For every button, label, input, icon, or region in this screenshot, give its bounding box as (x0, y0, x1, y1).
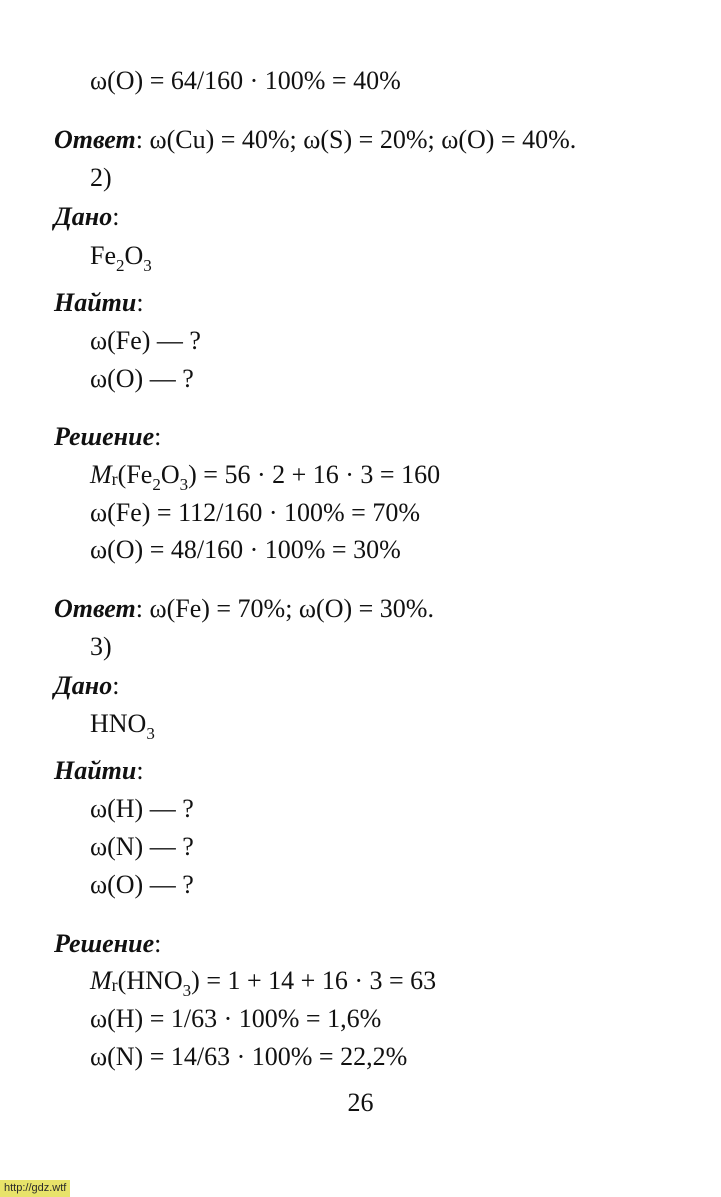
find-text: ω(Fe) — ? (90, 326, 201, 355)
find-text: ω(N) — ? (90, 832, 194, 861)
task-number (90, 163, 112, 193)
colon: : (112, 671, 120, 700)
formula-part: HNO (90, 709, 147, 738)
formula-subscript: 3 (182, 981, 192, 1000)
colon: : (136, 288, 144, 317)
answer-label: Ответ (54, 125, 136, 154)
formula-part: (HNO (117, 966, 183, 995)
formula-part: ) = 1 + 14 + 16 · 3 = 63 (191, 966, 437, 995)
find-text: ω(O) — ? (90, 870, 194, 899)
formula-subscript: 3 (179, 475, 189, 494)
given-label: Дано (54, 671, 113, 700)
find-text: ω(O) — ? (90, 364, 194, 393)
colon: : (154, 929, 162, 958)
formula-part: Fe (90, 241, 116, 270)
answer-text: : ω(Fe) = 70%; ω(O) = 30%. (135, 594, 434, 623)
find-item (90, 326, 201, 356)
page-number: 26 (347, 1088, 374, 1117)
answer-label: Ответ (54, 594, 136, 623)
formula-subscript: 3 (143, 256, 152, 275)
find-item (90, 832, 194, 862)
find-label: Найти (54, 288, 137, 317)
solution-label: Решение (54, 422, 155, 451)
formula-part: ) = 56 · 2 + 16 · 3 = 160 (188, 460, 441, 489)
answer-line (54, 125, 576, 155)
molar-mass-symbol: M (90, 460, 112, 489)
molar-mass-index: r (111, 975, 118, 995)
answer-text: : ω(Cu) = 40%; ω(S) = 20%; ω(O) = 40%. (135, 125, 577, 154)
find-heading (54, 288, 144, 318)
formula-part: O (124, 241, 144, 270)
given-formula (90, 241, 152, 275)
formula-subscript: 2 (152, 475, 161, 494)
find-item (90, 870, 194, 900)
colon: : (136, 756, 144, 785)
formula-part: (Fe (117, 460, 153, 489)
solution-text: ω(H) = 1/63 · 100% = 1,6% (90, 1004, 382, 1033)
molar-mass-symbol: M (90, 966, 112, 995)
solution-heading (54, 929, 161, 959)
solution-text: ω(O) = 48/160 · 100% = 30% (90, 535, 401, 564)
solution-line (90, 535, 401, 565)
solution-line (90, 1042, 407, 1072)
given-heading (54, 202, 119, 232)
colon: : (154, 422, 162, 451)
given-heading (54, 671, 119, 701)
colon: : (112, 202, 120, 231)
task-number-text: 2) (90, 163, 112, 192)
formula-part: O (160, 460, 180, 489)
formula-text: ω(O) = 64/160 · 100% = 40% (90, 66, 401, 95)
solution-line (90, 460, 440, 494)
solution-line (90, 966, 436, 1000)
find-text: ω(H) — ? (90, 794, 194, 823)
formula-subscript: 3 (146, 724, 155, 743)
solution-text: ω(Fe) = 112/160 · 100% = 70% (90, 498, 420, 527)
solution-line (90, 1004, 381, 1034)
given-label: Дано (54, 202, 113, 231)
answer-line (54, 594, 434, 624)
formula-subscript: 2 (116, 256, 125, 275)
formula-line (90, 66, 401, 96)
solution-text: ω(N) = 14/63 · 100% = 22,2% (90, 1042, 408, 1071)
watermark-link[interactable]: http://gdz.wtf (0, 1180, 70, 1197)
find-item (90, 794, 194, 824)
task-number-text: 3) (90, 632, 112, 661)
given-formula (90, 709, 155, 743)
find-label: Найти (54, 756, 137, 785)
solution-heading (54, 422, 161, 452)
molar-mass-index: r (111, 469, 118, 489)
solution-line (90, 498, 420, 528)
solution-label: Решение (54, 929, 155, 958)
find-heading (54, 756, 144, 786)
task-number (90, 632, 112, 662)
find-item (90, 364, 194, 394)
